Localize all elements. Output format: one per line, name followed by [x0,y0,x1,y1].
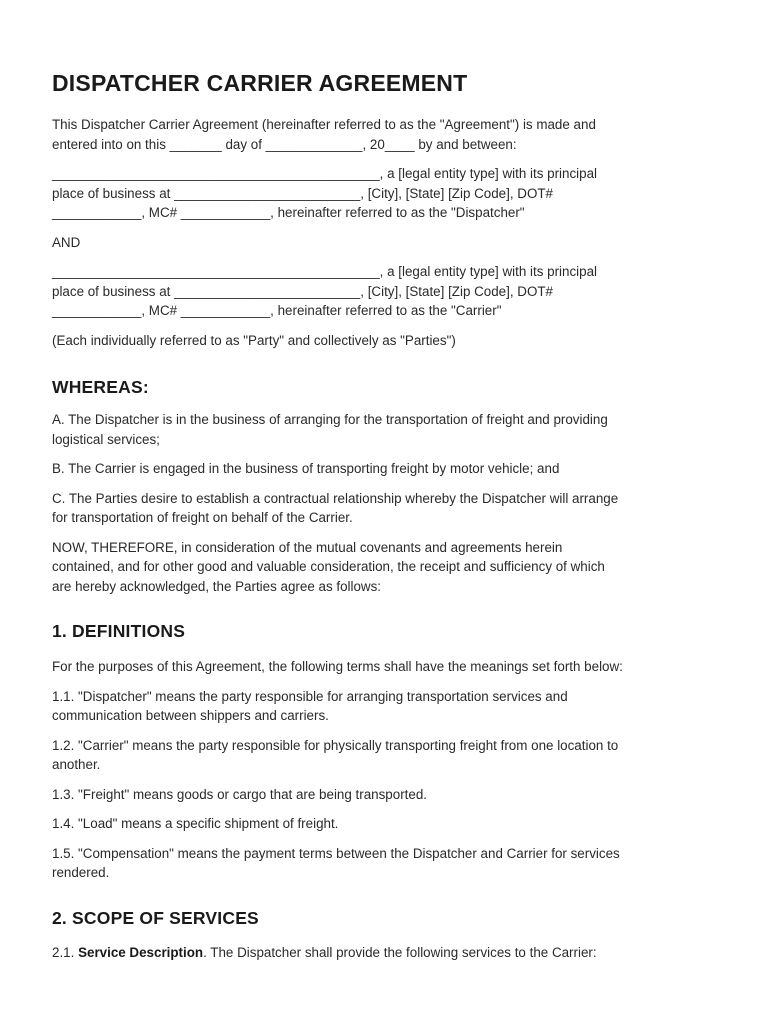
now-therefore-paragraph [52,538,722,597]
recital-c [52,489,722,528]
dispatcher-party-line: ____________________________________________, a [legal entity type] with its principal [52,166,598,181]
now-therefore-line: contained, and for other good and valuable consideration, the receipt and sufficiency of which [52,559,605,574]
parties-note: (Each individually referred to as "Party" and collectively as "Parties") [52,332,456,348]
intro-line: entered into on this _______ day of _____________, 20____ by and between: [52,136,517,152]
dispatcher-party-line: ____________, MC# ____________, hereinafter referred to as the "Dispatcher" [52,205,525,220]
recital-line: A. The Dispatcher is in the business of arranging for the transportation of freight and providing [52,412,608,427]
document-page [52,70,722,962]
and-label: AND [52,234,81,250]
carrier-party-line: ____________________________________________, a [legal entity type] with its principal [52,264,598,279]
recital-b: B. The Carrier is engaged in the business of transporting freight by motor vehicle; and [52,461,560,476]
dispatcher-party-paragraph [52,164,722,223]
scope-heading: 2. SCOPE OF SERVICES [52,907,259,928]
scope-item-term: Service Description [78,944,204,960]
recital-line: logistical services; [52,431,160,447]
definition-line: communication between shippers and carriers. [52,708,329,723]
document-title: DISPATCHER CARRIER AGREEMENT [52,70,468,96]
carrier-party-line: place of business at _________________________, [City], [State] [Zip Code], DOT# [52,283,553,299]
definitions-heading: 1. DEFINITIONS [52,621,186,641]
definition-line: rendered. [52,865,110,880]
intro-paragraph [52,115,722,154]
recital-line: for transportation of freight on behalf of the Carrier. [52,510,353,525]
carrier-party-line: ____________, MC# ____________, hereinafter referred to as the "Carrier" [52,303,502,318]
definition-line: another. [52,757,101,772]
scope-item-text: . The Dispatcher shall provide the following services to the Carrier: [203,944,597,960]
scope-item-number: 2.1. [52,944,79,960]
recital-a [52,410,722,449]
definition-line: 1.1. "Dispatcher" means the party responsible for arranging transportation services and [52,688,568,704]
recital-line: C. The Parties desire to establish a contractual relationship whereby the Dispatcher will arrange [52,490,619,506]
definition-line: 1.2. "Carrier" means the party responsible for physically transporting freight from one location to [52,737,619,753]
definition-item [52,687,722,726]
definitions-intro: For the purposes of this Agreement, the following terms shall have the meanings set forth below: [52,659,623,674]
definition-item [52,844,722,883]
now-therefore-line: NOW, THEREFORE, in consideration of the mutual covenants and agreements herein [52,539,563,555]
whereas-heading: WHEREAS: [52,377,149,397]
scope-item [52,943,722,963]
definition-line: 1.5. "Compensation" means the payment terms between the Dispatcher and Carrier for services [52,845,620,861]
definition-item [52,736,722,775]
dispatcher-party-line: place of business at _________________________, [City], [State] [Zip Code], DOT# [52,185,553,201]
now-therefore-line: are hereby acknowledged, the Parties agree as follows: [52,578,382,594]
carrier-party-paragraph [52,262,722,321]
definition-item: 1.4. "Load" means a specific shipment of freight. [52,816,339,831]
definition-item: 1.3. "Freight" means goods or cargo that are being transported. [52,786,427,802]
intro-line: This Dispatcher Carrier Agreement (hereinafter referred to as the "Agreement") is made and [52,117,596,132]
